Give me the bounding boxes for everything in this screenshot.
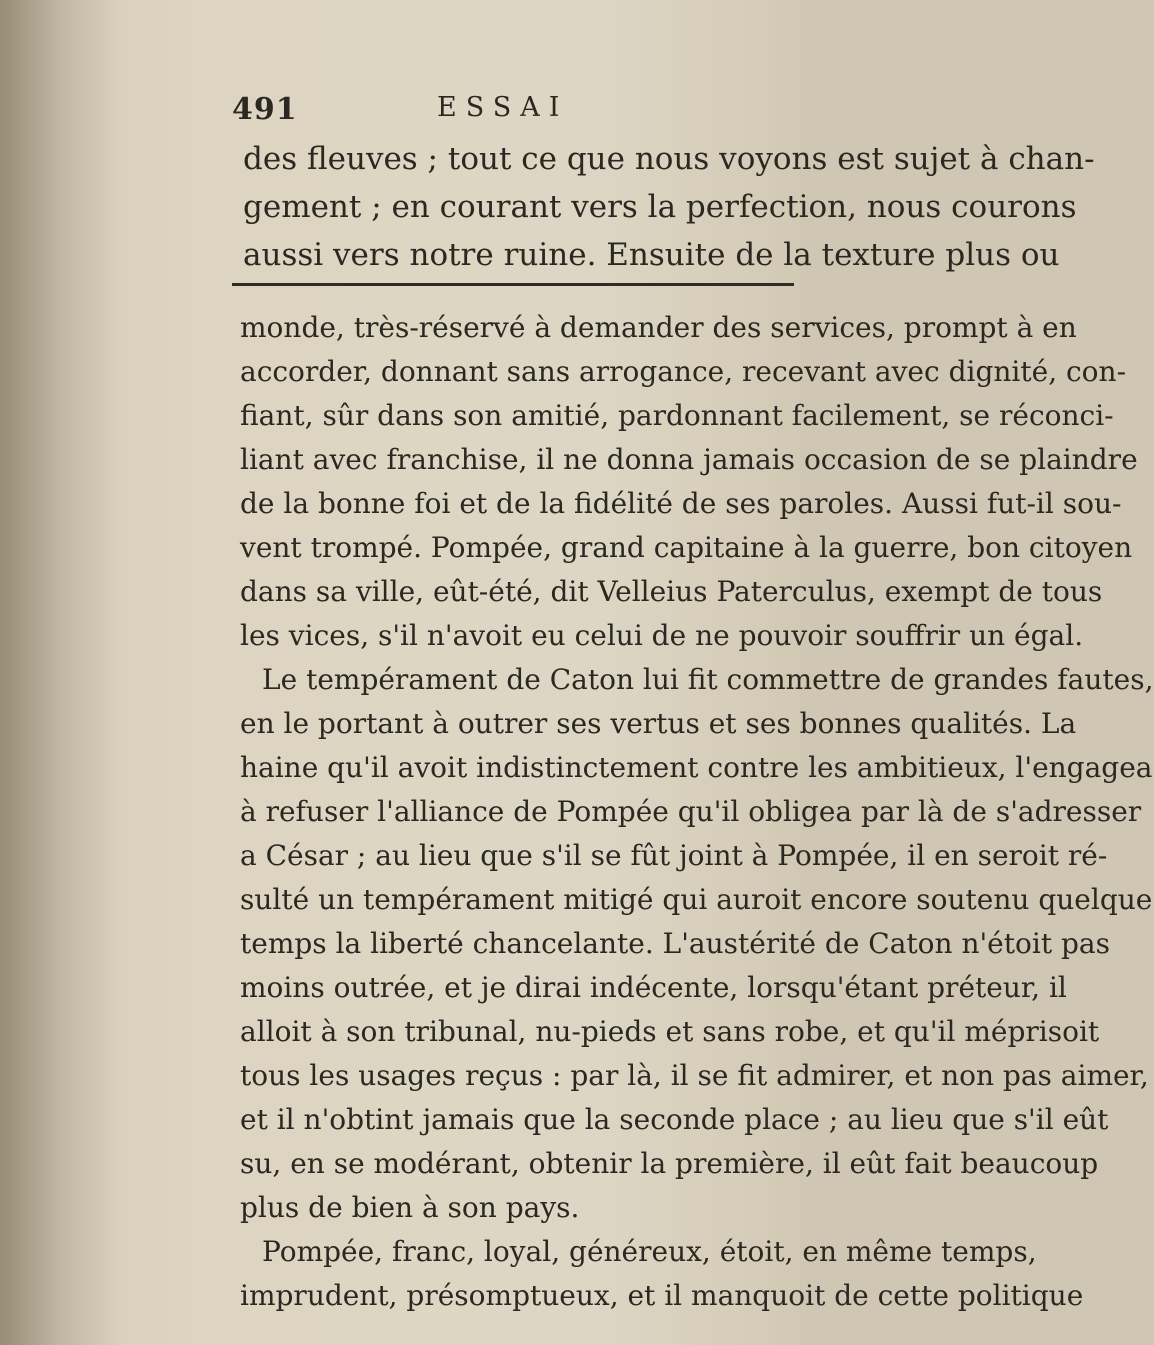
body-line: sulté un tempérament mitigé qui auroit encore soutenu quelque [240,883,1153,916]
cut-separator-line [232,283,794,286]
page-header [232,92,792,132]
body-line: dans sa ville, eût-été, dit Velleius Paterculus, exempt de tous [240,575,1103,608]
body-line: à refuser l'alliance de Pompée qu'il obligea par là de s'adresser [240,795,1142,828]
body-line: plus de bien à son pays. [240,1191,580,1224]
body-line: en le portant à outrer ses vertus et ses bonnes qualités. La [240,707,1077,740]
body-line: imprudent, présomptueux, et il manquoit de cette politique [240,1279,1084,1312]
top-text-line: des fleuves ; tout ce que nous voyons est sujet à chan- [243,141,1095,177]
body-line: vent trompé. Pompée, grand capitaine à la guerre, bon citoyen [240,531,1133,564]
body-line: moins outrée, et je dirai indécente, lorsqu'étant préteur, il [240,971,1067,1004]
body-line: Le tempérament de Caton lui fit commettre de grandes fautes, [262,663,1154,696]
body-line: monde, très-réservé à demander des services, prompt à en [240,311,1077,344]
body-line: Pompée, franc, loyal, généreux, étoit, en même temps, [262,1235,1037,1268]
body-line: su, en se modérant, obtenir la première, il eût fait beaucoup [240,1147,1099,1180]
top-text-line: gement ; en courant vers la perfection, nous courons [243,189,1077,225]
body-line: les vices, s'il n'avoit eu celui de ne pouvoir souffrir un égal. [240,619,1084,652]
body-line: temps la liberté chancelante. L'austérité de Caton n'étoit pas [240,927,1110,960]
body-line: fiant, sûr dans son amitié, pardonnant facilement, se réconci- [240,399,1114,432]
running-title: ESSAI [437,92,569,123]
page-number: 491 [232,92,298,127]
body-line: a César ; au lieu que s'il se fût joint à Pompée, il en seroit ré- [240,839,1108,872]
body-line: haine qu'il avoit indistinctement contre les ambitieux, l'engagea [240,751,1153,784]
body-line: et il n'obtint jamais que la seconde place ; au lieu que s'il eût [240,1103,1109,1136]
body-line: accorder, donnant sans arrogance, recevant avec dignité, con- [240,355,1127,388]
body-line: alloit à son tribunal, nu-pieds et sans robe, et qu'il méprisoit [240,1015,1100,1048]
page-margin-shadow [0,0,120,1345]
body-line: tous les usages reçus : par là, il se fit admirer, et non pas aimer, [240,1059,1149,1092]
top-text-line: aussi vers notre ruine. Ensuite de la texture plus ou [243,237,1060,273]
body-line: liant avec franchise, il ne donna jamais occasion de se plaindre [240,443,1138,476]
body-line: de la bonne foi et de la fidélité de ses paroles. Aussi fut-il sou- [240,487,1122,520]
